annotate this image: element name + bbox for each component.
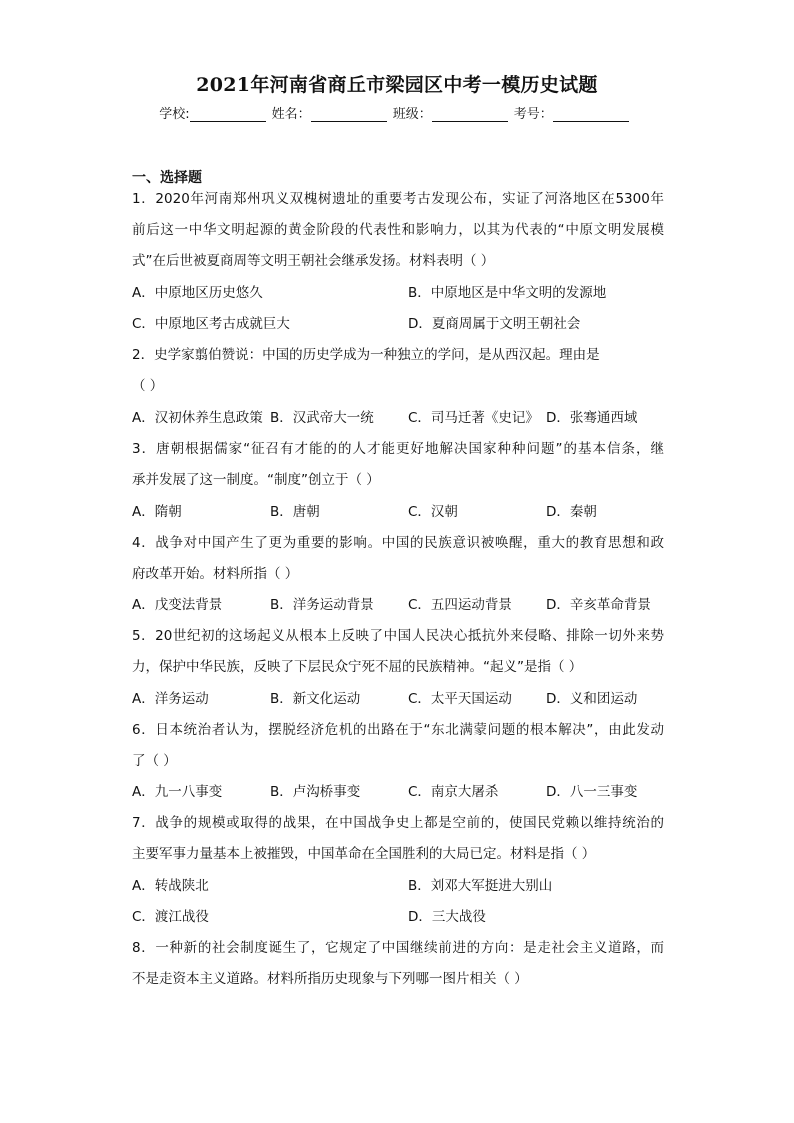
option-b[interactable]: B．唐朝: [270, 504, 320, 520]
option-c[interactable]: C．渡江战役: [132, 909, 209, 925]
question-line: 不是走资本主义道路。材料所指历史现象与下列哪一图片相关（ ）: [132, 971, 528, 987]
option-c[interactable]: C．汉朝: [408, 504, 458, 520]
question-line: 了（ ）: [132, 753, 177, 769]
question-3-options: [132, 497, 664, 528]
question-1-options-row-1: [132, 278, 664, 309]
question-line: 6．日本统治者认为，摆脱经济危机的出路在于“东北满蒙问题的根本解决”，由此发动: [132, 722, 664, 738]
section-heading: 一、选择题: [132, 170, 202, 186]
student-info-row: [0, 103, 794, 122]
option-a[interactable]: A．隋朝: [132, 504, 182, 520]
question-line: 承并发展了这一制度。“制度”创立于（ ）: [132, 472, 380, 488]
question-line: 式”在后世被夏商周等文明王朝社会继承发扬。材料表明（ ）: [132, 253, 495, 269]
question-line: 4．战争对中国产生了更为重要的影响。中国的民族意识被唤醒，重大的教育思想和政: [132, 535, 664, 551]
question-line: （ ）: [132, 378, 164, 394]
name-blank[interactable]: [311, 107, 387, 122]
option-a[interactable]: A．汉初休养生息政策: [132, 410, 263, 426]
question-line: 7．战争的规模或取得的战果，在中国战争史上都是空前的，使国民党赖以维持统治的: [132, 815, 664, 831]
option-c[interactable]: C．司马迁著《史记》: [408, 410, 539, 426]
option-a[interactable]: A．戊变法背景: [132, 597, 223, 613]
option-b[interactable]: B．新文化运动: [270, 691, 361, 707]
question-3: [132, 434, 664, 496]
option-a[interactable]: A．洋务运动: [132, 691, 209, 707]
option-b[interactable]: B．刘邓大军挺进大别山: [408, 878, 553, 894]
question-line: 府改革开始。材料所指（ ）: [132, 566, 299, 582]
option-c[interactable]: C．中原地区考古成就巨大: [132, 316, 290, 332]
option-b[interactable]: B．洋务运动背景: [270, 597, 374, 613]
number-label: 考号：: [513, 107, 553, 122]
option-d[interactable]: D．辛亥革命背景: [546, 597, 651, 613]
option-d[interactable]: D．义和团运动: [546, 691, 638, 707]
question-7-options-row-2: [132, 902, 664, 933]
option-c[interactable]: C．五四运动背景: [408, 597, 512, 613]
question-4: [132, 528, 664, 590]
question-7: [132, 808, 664, 870]
question-7-options-row-1: [132, 871, 664, 902]
number-blank[interactable]: [553, 107, 629, 122]
name-label: 姓名：: [271, 107, 311, 122]
option-d[interactable]: D．夏商周属于文明王朝社会: [408, 316, 581, 332]
question-6: [132, 715, 664, 777]
option-b[interactable]: B．中原地区是中华文明的发源地: [408, 285, 607, 301]
question-line: 1．2020年河南郑州巩义双槐树遗址的重要考古发现公布，实证了河洛地区在5300年: [132, 191, 664, 207]
question-5: [132, 621, 664, 683]
question-4-options: [132, 590, 664, 621]
school-label: 学校:: [159, 107, 190, 122]
question-line: 2．史学家翦伯赞说：中国的历史学成为一种独立的学问，是从西汉起。理由是: [132, 347, 600, 363]
question-1-options-row-2: [132, 309, 664, 340]
class-label: 班级：: [392, 107, 432, 122]
question-line: 8．一种新的社会制度诞生了，它规定了中国继续前进的方向：是走社会主义道路，而: [132, 940, 664, 956]
question-line: 主要军事力量基本上被摧毁，中国革命在全国胜利的大局已定。材料是指（ ）: [132, 846, 596, 862]
question-2: [132, 340, 664, 402]
question-line: 5．20世纪初的这场起义从根本上反映了中国人民决心抵抗外来侵略、排除一切外来势: [132, 628, 664, 644]
option-c[interactable]: C．太平天国运动: [408, 691, 512, 707]
question-line: 力，保护中华民族，反映了下层民众宁死不屈的民族精神。“起义”是指（ ）: [132, 659, 583, 675]
question-2-options: [132, 403, 664, 434]
option-c[interactable]: C．南京大屠杀: [408, 784, 499, 800]
option-d[interactable]: D．秦朝: [546, 504, 597, 520]
page-title: 2021年河南省商丘市梁园区中考一模历史试题: [196, 74, 598, 96]
option-d[interactable]: D．张骞通西域: [546, 410, 638, 426]
option-a[interactable]: A．九一八事变: [132, 784, 223, 800]
question-5-options: [132, 684, 664, 715]
question-6-options: [132, 777, 664, 808]
question-line: 前后这一中华文明起源的黄金阶段的代表性和影响力，以其为代表的“中原文明发展模: [132, 222, 664, 238]
option-d[interactable]: D．八一三事变: [546, 784, 638, 800]
question-8: [132, 933, 664, 995]
option-b[interactable]: B．汉武帝大一统: [270, 410, 374, 426]
option-d[interactable]: D．三大战役: [408, 909, 486, 925]
option-b[interactable]: B．卢沟桥事变: [270, 784, 361, 800]
option-a[interactable]: A．转战陕北: [132, 878, 209, 894]
school-blank[interactable]: [190, 107, 266, 122]
option-a[interactable]: A．中原地区历史悠久: [132, 285, 263, 301]
class-blank[interactable]: [432, 107, 508, 122]
question-1: [132, 184, 664, 277]
question-line: 3．唐朝根据儒家“征召有才能的的人才能更好地解决国家种种问题”的基本信条，继: [132, 441, 664, 457]
